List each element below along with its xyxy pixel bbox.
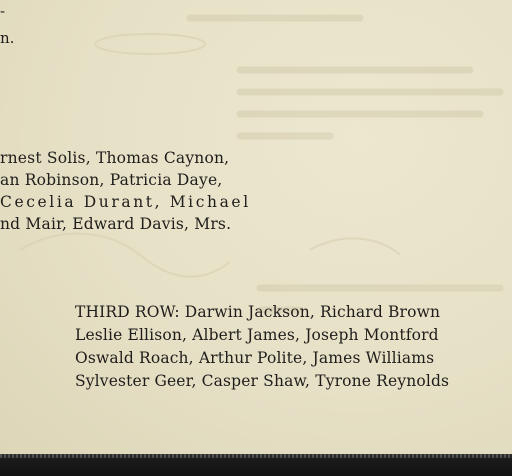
book-binding-edge [0,454,512,476]
caption-line: Sylvester Geer, Casper Shaw, Tyrone Reynolds [75,372,450,390]
caption-line: THIRD ROW: Darwin Jackson, Richard Brown [75,303,441,321]
caption-line: an Robinson, Patricia Daye, [0,171,223,189]
caption-line: Leslie Ellison, Albert James, Joseph Montford [75,326,439,344]
caption-line: nd Mair, Edward Davis, Mrs. [0,215,232,233]
caption-line: Cecelia Durant, Michael [0,193,251,211]
text-fragment-line-1: - [0,2,6,20]
text-fragment-line-2: n. [0,29,15,47]
caption-line: rnest Solis, Thomas Caynon, [0,149,230,167]
caption-line: Oswald Roach, Arthur Polite, James Williams [75,349,435,367]
